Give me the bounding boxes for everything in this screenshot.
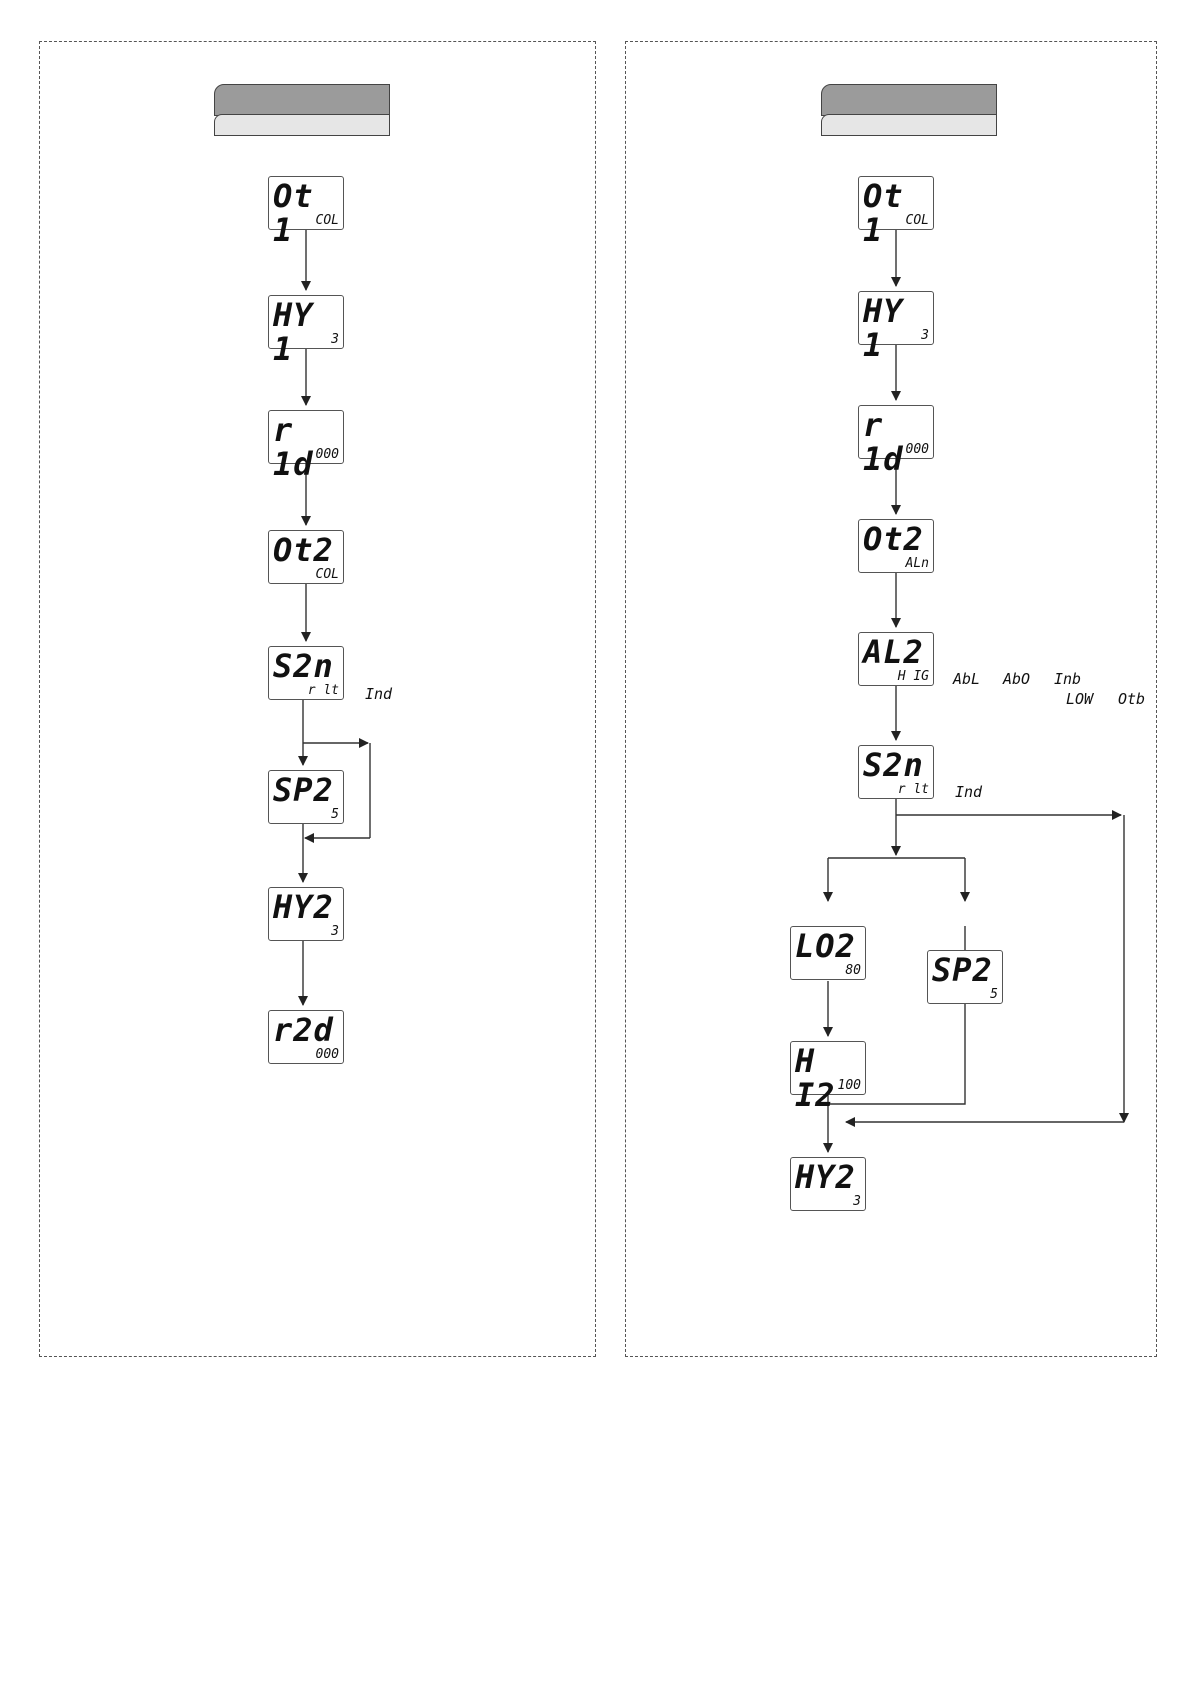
lcd-main-text: Ot2 <box>273 531 334 569</box>
lcd-main-text: r 1d <box>273 411 314 483</box>
lcd-main-text: HY 1 <box>863 292 904 364</box>
left-lcd-r1d <box>268 410 344 483</box>
lcd-sub-text: ALn <box>905 556 929 571</box>
right-lcd-ot1 <box>858 176 934 249</box>
left-lcd-hy1 <box>268 295 344 368</box>
right-al2-option-otb: Otb <box>1118 690 1146 708</box>
left-s2n-option-ind: Ind <box>365 685 393 703</box>
left-lcd-sp2 <box>268 770 344 824</box>
lcd-sub-text: 000 <box>905 442 929 457</box>
lcd-main-text: Ot2 <box>863 520 924 558</box>
lcd-sub-text: H IG <box>897 669 929 684</box>
right-lcd-hy1 <box>858 291 934 364</box>
lcd-sub-text: COL <box>315 213 339 228</box>
lcd-sub-text: 3 <box>331 332 339 347</box>
right-s2n-option-ind: Ind <box>955 783 983 801</box>
lcd-sub-text: r lt <box>307 683 339 698</box>
right-al2-option-inb: Inb <box>1054 670 1082 688</box>
right-lcd-s2n <box>858 745 934 799</box>
lcd-sub-text: 3 <box>331 924 339 939</box>
right-lcd-lo2 <box>790 926 866 980</box>
lcd-main-text: S2n <box>273 647 334 685</box>
lcd-main-text: AL2 <box>863 633 924 671</box>
lcd-main-text: S2n <box>863 746 924 784</box>
lcd-main-text: r 1d <box>863 406 904 478</box>
right-lcd-hi2 <box>790 1041 866 1114</box>
lcd-main-text: H I2 <box>795 1042 836 1114</box>
right-al2-option-abl: AbL <box>953 670 981 688</box>
lcd-sub-text: 3 <box>921 328 929 343</box>
lcd-sub-text: 5 <box>331 807 339 822</box>
lcd-main-text: HY 1 <box>273 296 314 368</box>
right-lcd-ot2 <box>858 519 934 573</box>
lcd-sub-text: 3 <box>853 1194 861 1209</box>
lcd-sub-text: COL <box>905 213 929 228</box>
right-lcd-r1d <box>858 405 934 478</box>
lcd-main-text: r2d <box>273 1011 334 1049</box>
lcd-sub-text: r lt <box>897 782 929 797</box>
lcd-sub-text: 100 <box>837 1078 861 1093</box>
right-lcd-sp2 <box>927 950 1003 1004</box>
lcd-sub-text: 000 <box>315 447 339 462</box>
lcd-main-text: HY2 <box>273 888 334 926</box>
lcd-main-text: SP2 <box>932 951 993 989</box>
lcd-main-text: SP2 <box>273 771 334 809</box>
lcd-sub-text: 000 <box>315 1047 339 1062</box>
lcd-main-text: LO2 <box>795 927 856 965</box>
left-lcd-ot2 <box>268 530 344 584</box>
left-lcd-hy2 <box>268 887 344 941</box>
lcd-main-text: HY2 <box>795 1158 856 1196</box>
lcd-main-text: Ot 1 <box>863 177 904 249</box>
left-lcd-s2n <box>268 646 344 700</box>
lcd-main-text: Ot 1 <box>273 177 314 249</box>
right-al2-option-abo: AbO <box>1003 670 1031 688</box>
left-lcd-ot1 <box>268 176 344 249</box>
lcd-sub-text: 5 <box>990 987 998 1002</box>
right-lcd-al2 <box>858 632 934 686</box>
right-lcd-hy2 <box>790 1157 866 1211</box>
lcd-sub-text: 80 <box>845 963 861 978</box>
left-lcd-r2d <box>268 1010 344 1064</box>
lcd-sub-text: COL <box>315 567 339 582</box>
right-al2-option-low: LOW <box>1066 690 1094 708</box>
